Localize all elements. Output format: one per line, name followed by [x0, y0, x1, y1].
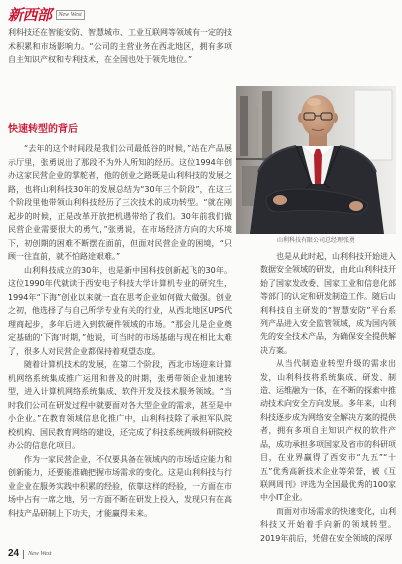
body-paragraph: 也是从此时起，山利科技开始进入数据安全领域的研发，由此山利科技开始了国家发改委、国家工业和信息化部等部门的认定和研发制造工作。随后山利科技自主研发的“智慧安防”平台系列产品进入安全监管领域，成为国内领先的安全技术产品，为确保安全提供解决方案。	[260, 252, 396, 355]
left-hand	[273, 195, 287, 205]
logo-english-title: New West	[56, 10, 85, 20]
intro-paragraph: 利科技还在智能安防、智慧城市、工业互联网等领域有一定的技术积累和市场影响力。“公司的主营业务在西北地区，拥有多项自主知识产权和专利技术，在全国也处于领先地位。”	[8, 28, 232, 65]
body-paragraph: “去年的这个时间段是我们公司最低谷的时候，”站在产品展示厅里，张勇说出了那段不为外人所知的经历。这位1994年创办这家民营企业的掌舵者，他的创业之路既是山利科技的发展之路，也将山利科技30年的发展总结为“30年三个阶段”，在这三个阶段里他带领山利科技经历了三次技术的成功转型。“就在刚起步的时候，正是改革开放把机遇带给了我们。30年前我们做民营企业需要很大的勇气，”张勇说，在市场经济方向的大环境下，初创期的困难不断摆在面前，但面对民营企业的困境，“只顾一往直前，就不怕路途艰难。”	[8, 144, 232, 261]
right-hand	[349, 201, 363, 211]
section-heading: 快速转型的背后	[8, 124, 78, 135]
logo-chinese-title: 新西部	[8, 6, 52, 24]
body-paragraph: 山利科技成立的30年，也是新中国科技创新起飞的30年。这位1990年代就读于西安电子科技大学计算机专业的研究生，1994年“下海”创业以来就一直在思考企业如何做大做强。创业之初，他选择了与自己所学专业有关的行业，从西北地区UPS代理商起步，多年后进入到软硬件领域的市场。“那会儿是企业奠定基础的‘下海’时期，”他说，可当时的市场基础与现在相比太难了，很多人对民营企业都保持着观望态度。	[8, 265, 232, 356]
left-text-column	[8, 142, 232, 520]
portrait-photo	[236, 86, 396, 234]
body-paragraph: 从当代制造业转型升级的需求出发，山利科技将系统集成、研发、制造、运维融为一体，在不断的探索中推动技术向安全方向发展。多年来，山利科技逐步成为网络安全解决方案的提供者，拥有多项自主知识产权的软件产品，成功承担多项国家及省市的科研项目，在业界赢得了西安市“九五”“十五”优秀高新技术企业等荣誉，被《互联网周刊》评选为全国最优秀的100家中小IT企业。	[260, 359, 396, 503]
page-footer	[8, 548, 51, 560]
body-paragraph: 而面对市场需求的快速变化，山利科技又开始着手向新的领域转型。2019年前后，凭借在安全领域的深厚	[260, 506, 396, 543]
body-paragraph: 作为一家民营企业，不仅要具备在领域内的市场适应能力和创新能力，还要能准确把握市场需求的变化。这是山利科技与行业企业在服务实践中积累的经验，依靠这样的经验，一方面在市场中占有一席之地，另一方面不断在研发上投入，发现只有在高科技产品研制上下功夫，才能赢得未来。	[8, 454, 232, 518]
red-tie	[314, 149, 322, 184]
right-text-column	[260, 250, 396, 545]
photo-caption: 山利科技有限公司总经理张勇	[276, 237, 355, 244]
body-paragraph: 随着计算机技术的发展，在第二个阶段，西北市场迎来计算机网络系统集成推广运用和普及的时期，张勇带领企业加速转型，进入计算机网络系统集成、软件开发及技术服务领域。“当时我们公司在研发过程中就要面对各大型企业的需求，甚至是中小企业。”在教育领域信息化推广中，山利科技除了承担军队院校机构、国民教育网络的建设，还完成了科技系统两级科研院校办公的信息化项目。	[8, 360, 232, 450]
footer-divider	[23, 550, 24, 559]
portrait-illustration	[236, 86, 396, 234]
magazine-logo	[8, 6, 85, 24]
page-number: 24	[8, 548, 20, 559]
footer-magazine-name: New West	[28, 551, 52, 557]
window-background	[354, 90, 392, 160]
